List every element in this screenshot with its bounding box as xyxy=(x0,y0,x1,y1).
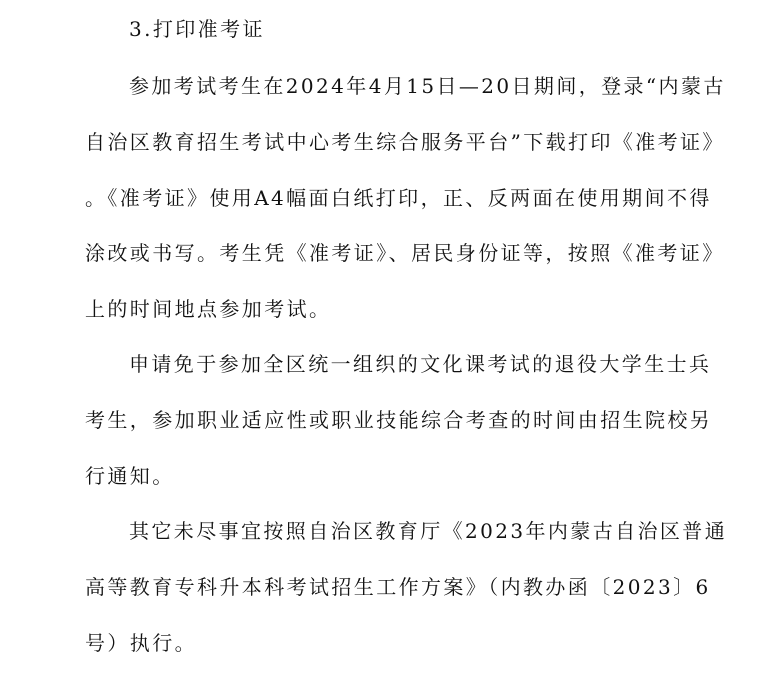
paragraph-3-line-3: 号）执行。 xyxy=(85,631,197,655)
paragraph-3-line-2: 高等教育专科升本科考试招生工作方案》（内教办函〔2023〕6 xyxy=(85,575,711,599)
paragraph-1-line-5: 上的时间地点参加考试。 xyxy=(85,297,332,321)
paragraph-3-line-1: 其它未尽事宜按照自治区教育厅《2023年内蒙古自治区普通 xyxy=(129,519,728,543)
paragraph-2-line-1: 申请免于参加全区统一组织的文化课考试的退役大学生士兵 xyxy=(129,352,712,376)
paragraph-1-line-4: 涂改或书写。考生凭《准考证》、居民身份证等，按照《准考证》 xyxy=(85,241,725,265)
paragraph-1-line-3: 。《准考证》使用A4幅面白纸打印，正、反两面在使用期间不得 xyxy=(85,186,712,210)
paragraph-1-line-1: 参加考试考生在2024年4月15日—20日期间，登录“内蒙古 xyxy=(129,74,726,98)
paragraph-1-line-2: 自治区教育招生考试中心考生综合服务平台”下载打印《准考证》 xyxy=(85,130,725,154)
paragraph-2-line-2: 考生，参加职业适应性或职业技能综合考查的时间由招生院校另 xyxy=(85,408,713,432)
section-heading: 3.打印准考证 xyxy=(129,17,265,41)
paragraph-2-line-3: 行通知。 xyxy=(85,464,175,488)
